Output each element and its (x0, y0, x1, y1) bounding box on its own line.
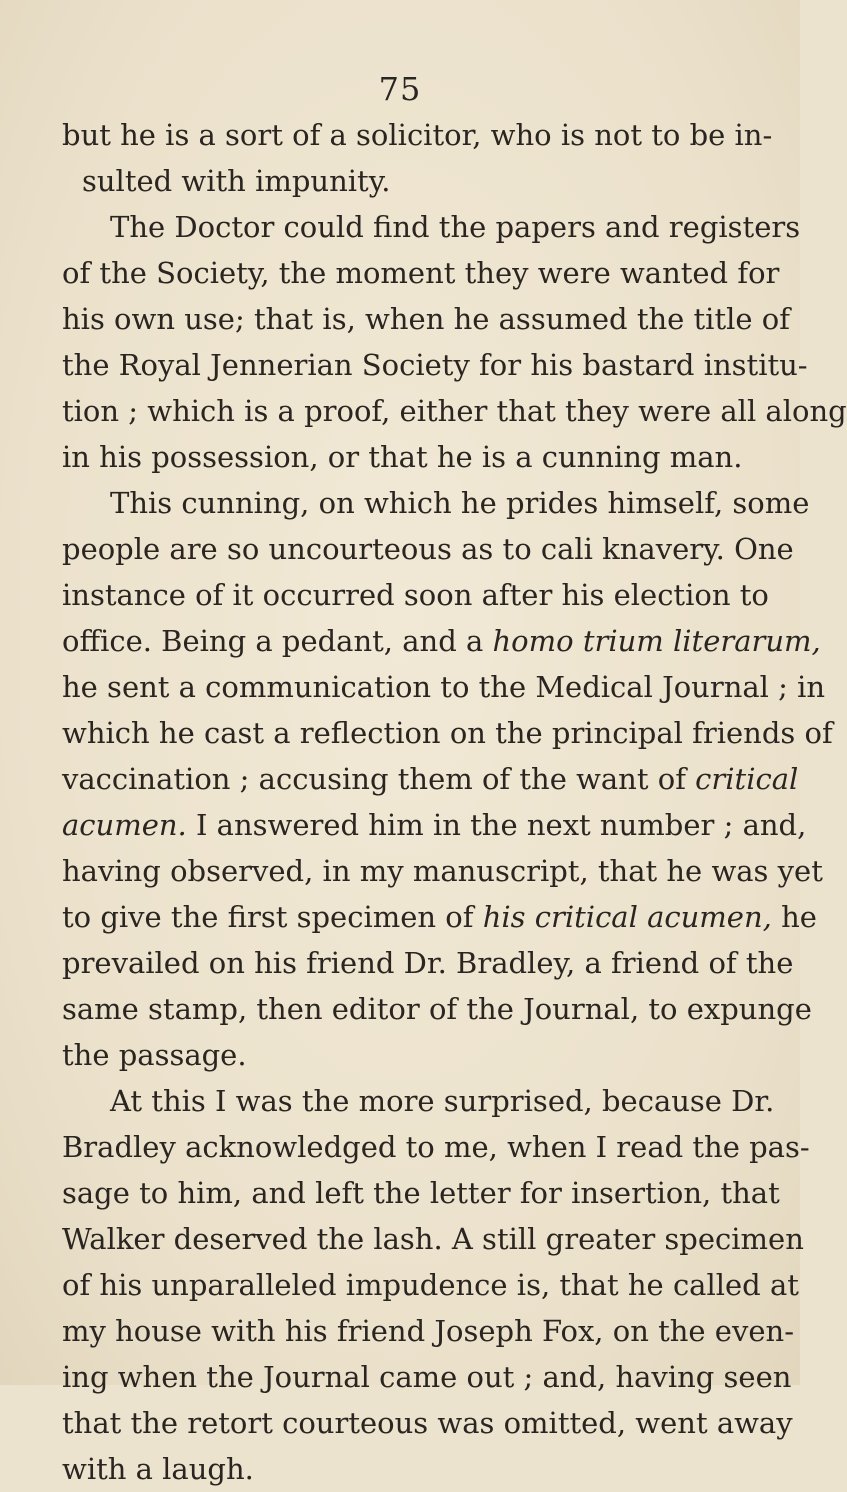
text-line: sage to him, and left the letter for insertion, that (62, 1176, 780, 1210)
text-line: tion ; which is a proof, either that they were all along (62, 394, 847, 428)
italic-phrase: his critical acumen, (482, 900, 772, 934)
text-span: vaccination ; accusing them of the want of (62, 762, 696, 796)
text-line: people are so uncourteous as to cali knavery. One (62, 532, 794, 566)
text-span: to give the first specimen of (62, 900, 483, 934)
text-line: instance of it occurred soon after his election to (62, 578, 769, 612)
text-line: having observed, in my manuscript, that he was yet (62, 854, 823, 888)
page-number: 75 (378, 70, 422, 108)
text-line: prevailed on his friend Dr. Bradley, a friend of the (62, 946, 794, 980)
text-span: office. Being a pedant, and a (62, 624, 493, 658)
text-line: that the retort courteous was omitted, went away (62, 1406, 793, 1440)
italic-phrase: acumen. (62, 808, 187, 842)
text-line: in his possession, or that he is a cunning man. (62, 440, 743, 474)
text-line: At this I was the more surprised, because Dr. (110, 1084, 775, 1118)
text-line: of his unparalleled impudence is, that he called at (62, 1268, 799, 1302)
text-line: Bradley acknowledged to me, when I read the pas- (62, 1130, 810, 1164)
text-line: his own use; that is, when he assumed the title of (62, 302, 790, 336)
text-line (62, 618, 821, 664)
text-line: but he is a sort of a solicitor, who is not to be in- (62, 118, 773, 152)
text-line: same stamp, then editor of the Journal, to expunge (62, 992, 812, 1026)
text-line: ing when the Journal came out ; and, having seen (62, 1360, 792, 1394)
italic-phrase: homo trium literarum, (492, 624, 821, 658)
text-line: which he cast a reflection on the principal friends of (62, 716, 833, 750)
text-span: he (771, 900, 817, 934)
text-line: of the Society, the moment they were wanted for (62, 256, 780, 290)
text-line: he sent a communication to the Medical Journal ; in (62, 670, 826, 704)
text-line: Walker deserved the lash. A still greater specimen (62, 1222, 804, 1256)
text-line: This cunning, on which he prides himself, some (110, 486, 810, 520)
text-line (62, 894, 817, 940)
italic-phrase: critical (695, 762, 799, 796)
text-line (62, 756, 799, 802)
text-span: I answered him in the next number ; and, (186, 808, 807, 842)
text-line (62, 802, 807, 848)
text-line: sulted with impunity. (82, 164, 391, 198)
text-line: the passage. (62, 1038, 247, 1072)
text-line: my house with his friend Joseph Fox, on the even- (62, 1314, 794, 1348)
text-line: with a laugh. (62, 1452, 254, 1486)
text-line: The Doctor could find the papers and registers (110, 210, 801, 244)
text-line: the Royal Jennerian Society for his bastard institu- (62, 348, 808, 382)
